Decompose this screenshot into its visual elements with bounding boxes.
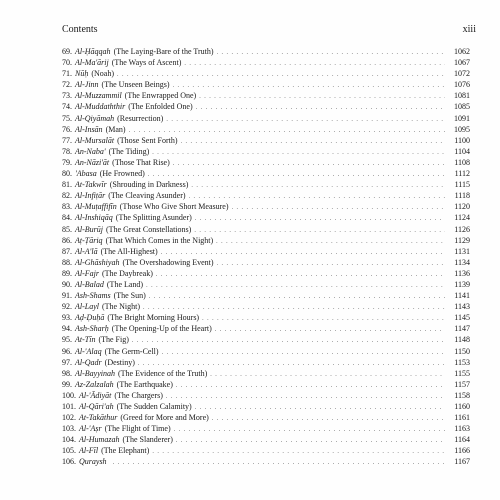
dot-leader	[176, 381, 445, 392]
surah-transliterated-name: An-Nāzi'āt	[75, 157, 110, 167]
surah-english-name: (The Enfolded One)	[128, 102, 193, 112]
surah-english-name: (That Which Comes in the Night)	[105, 235, 214, 245]
toc-page-number: 1148	[454, 335, 470, 345]
surah-english-name: (Those Who Give Short Measure)	[119, 202, 229, 212]
surah-transliterated-name: Aṭ-Ṭāriq	[75, 235, 103, 245]
toc-page-number: 1131	[454, 246, 470, 256]
surah-transliterated-name: Al-Muṭaffifīn	[75, 202, 117, 212]
toc-entry	[62, 390, 470, 401]
surah-english-name: (The Daybreak)	[102, 268, 153, 278]
toc-entry	[62, 212, 470, 223]
toc-page-number: 1124	[454, 213, 470, 223]
dot-leader	[152, 447, 445, 458]
surah-number: 103.	[62, 424, 76, 434]
toc-entry-title	[62, 390, 163, 401]
surah-transliterated-name: Al-Insān	[75, 124, 103, 134]
toc-entry-title	[62, 146, 149, 157]
surah-english-name: (The Ways of Ascent)	[111, 58, 182, 68]
dot-leader	[199, 92, 445, 103]
dot-leader	[210, 370, 445, 381]
toc-entry	[62, 379, 470, 390]
toc-entry-title	[62, 168, 145, 179]
dot-leader	[202, 314, 445, 325]
surah-transliterated-name: Al-Infiṭār	[75, 191, 106, 201]
toc-entry	[62, 312, 470, 323]
surah-transliterated-name: Al-Fīl	[79, 446, 99, 456]
dot-leader	[194, 226, 445, 237]
surah-english-name: (The Splitting Asunder)	[115, 213, 192, 223]
toc-entry	[62, 412, 470, 423]
surah-transliterated-name: Al-Fajr	[75, 268, 99, 278]
surah-transliterated-name: Aḍ-Ḍuḥā	[75, 313, 105, 323]
toc-entry-title	[62, 101, 193, 112]
toc-page-number: 1141	[454, 291, 470, 301]
surah-english-name: (Shrouding in Darkness)	[109, 180, 189, 190]
toc-page-number: 1085	[454, 102, 470, 112]
toc-entry	[62, 57, 470, 68]
toc-page-number: 1115	[454, 180, 470, 190]
toc-entry	[62, 368, 470, 379]
toc-entry-title	[62, 79, 170, 90]
surah-english-name: (Destiny)	[104, 357, 135, 367]
toc-entry	[62, 168, 470, 179]
toc-page-number: 1143	[454, 302, 470, 312]
toc-entry	[62, 268, 470, 279]
toc-entry-title	[62, 179, 188, 190]
dot-leader	[132, 336, 445, 347]
surah-english-name: (The Laying-Bare of the Truth)	[113, 47, 214, 56]
surah-number: 71.	[62, 69, 72, 79]
surah-english-name: (Those That Rise)	[112, 157, 170, 167]
dot-leader	[174, 425, 445, 436]
toc-entry	[62, 146, 470, 157]
toc-page-number: 1067	[454, 58, 470, 68]
toc-page-number: 1150	[454, 346, 470, 356]
toc-entry	[62, 456, 470, 467]
surah-transliterated-name: Al-Jinn	[75, 80, 99, 90]
toc-entry	[62, 323, 470, 334]
toc-entry-title	[62, 157, 170, 168]
surah-transliterated-name: Az-Zalzalah	[75, 379, 114, 389]
toc-page-number: 1129	[454, 235, 470, 245]
surah-transliterated-name: At-Takāthur	[79, 413, 118, 423]
surah-number: 92.	[62, 302, 72, 312]
toc-entry-title	[62, 113, 163, 124]
toc-entry-title	[62, 279, 143, 290]
folio-page-number: xiii	[462, 24, 476, 35]
surah-number: 94.	[62, 324, 72, 334]
toc-entry	[62, 246, 470, 257]
surah-english-name: (Noah)	[91, 69, 114, 79]
surah-transliterated-name: Al-'Alaq	[75, 346, 102, 356]
surah-english-name: (The Evidence of the Truth)	[117, 368, 208, 378]
surah-english-name: (The Unseen Beings)	[101, 80, 170, 90]
toc-entry	[62, 445, 470, 456]
surah-number: 97.	[62, 357, 72, 367]
dot-leader	[195, 403, 445, 414]
surah-number: 83.	[62, 202, 72, 212]
toc-entry-title	[62, 379, 173, 390]
toc-entry-title	[62, 323, 212, 334]
surah-number: 96.	[62, 346, 72, 356]
surah-english-name: (The Sun)	[113, 291, 146, 301]
dot-leader	[181, 137, 445, 148]
surah-english-name: (The Germ-Cell)	[104, 346, 159, 356]
toc-entry-title	[62, 212, 192, 223]
surah-number: 73.	[62, 91, 72, 101]
surah-transliterated-name: Al-'Aṣr	[79, 424, 102, 434]
toc-page-number: 1062	[454, 47, 470, 56]
surah-transliterated-name: Al-Mursalāt	[75, 135, 115, 145]
dot-leader	[217, 259, 445, 270]
surah-number: 81.	[62, 180, 72, 190]
toc-entry-title	[62, 124, 126, 135]
surah-english-name: (The All-Highest)	[100, 246, 158, 256]
toc-page-number: 1118	[454, 191, 470, 201]
toc-entry	[62, 401, 470, 412]
toc-entry	[62, 46, 470, 57]
surah-english-name: (The Night)	[102, 302, 140, 312]
toc-entry-title	[62, 135, 178, 146]
surah-transliterated-name: At-Tīn	[75, 335, 96, 345]
toc-page-number: 1126	[454, 224, 470, 234]
surah-number: 90.	[62, 279, 72, 289]
surah-number: 100.	[62, 390, 76, 400]
surah-transliterated-name: At-Takwīr	[75, 180, 107, 190]
dot-leader	[173, 159, 445, 170]
toc-entry	[62, 279, 470, 290]
surah-transliterated-name: Al-Bayyinah	[75, 368, 115, 378]
surah-number: 85.	[62, 224, 72, 234]
surah-transliterated-name: Al-Muddaththir	[75, 102, 126, 112]
dot-leader	[184, 59, 445, 70]
toc-entry-title	[62, 312, 199, 323]
surah-transliterated-name: Ash-Shams	[75, 291, 111, 301]
surah-transliterated-name: Al-Ma'ārij	[75, 58, 109, 68]
toc-page-number: 1091	[454, 113, 470, 123]
surah-number: 87.	[62, 246, 72, 256]
dot-leader	[216, 237, 445, 248]
toc-entry	[62, 423, 470, 434]
toc-page-number: 1072	[454, 69, 470, 79]
toc-page-number: 1153	[454, 357, 470, 367]
toc-entry-title	[62, 224, 191, 235]
toc-entry-title	[62, 90, 196, 101]
surah-english-name: (The Earthquake)	[116, 379, 173, 389]
surah-number: 72.	[62, 80, 72, 90]
toc-entry-title	[62, 46, 214, 57]
page-header	[62, 24, 476, 38]
toc-entry	[62, 68, 470, 79]
surah-transliterated-name: Al-Balad	[75, 279, 104, 289]
surah-number: 95.	[62, 335, 72, 345]
toc-page-number: 1120	[454, 202, 470, 212]
surah-number: 78.	[62, 146, 72, 156]
surah-transliterated-name: 'Abasa	[75, 169, 97, 179]
toc-page-number: 1157	[454, 379, 470, 389]
surah-english-name: (The Tiding)	[108, 146, 150, 156]
toc-entry-title	[62, 456, 110, 467]
surah-english-name: (Resurrection)	[117, 113, 164, 123]
toc-entry	[62, 113, 470, 124]
toc-page-number: 1081	[454, 91, 470, 101]
surah-number: 104.	[62, 435, 76, 445]
dot-leader	[113, 458, 445, 469]
dot-leader	[173, 81, 445, 92]
toc-entry-title	[62, 57, 181, 68]
dot-leader	[176, 436, 445, 447]
surah-number: 70.	[62, 58, 72, 68]
toc-page-number: 1163	[454, 424, 470, 434]
surah-transliterated-name: An-Naba'	[75, 146, 106, 156]
toc-entry-title	[62, 368, 207, 379]
toc-entry	[62, 290, 470, 301]
toc-entry-title	[62, 434, 173, 445]
surah-english-name: (Man)	[105, 124, 126, 134]
toc-page-number: 1108	[454, 157, 470, 167]
toc-page-number: 1076	[454, 80, 470, 90]
toc-entry	[62, 301, 470, 312]
dot-leader	[166, 115, 445, 126]
toc-entry-title	[62, 246, 158, 257]
toc-entry	[62, 101, 470, 112]
table-of-contents	[62, 46, 470, 468]
toc-entry	[62, 334, 470, 345]
surah-number: 91.	[62, 291, 72, 301]
surah-number: 74.	[62, 102, 72, 112]
surah-english-name: (Those Sent Forth)	[117, 135, 178, 145]
surah-english-name: (The Enwrapped One)	[124, 91, 197, 101]
toc-entry	[62, 224, 470, 235]
toc-page-number: 1167	[454, 457, 470, 467]
surah-transliterated-name: Al-Layl	[75, 302, 99, 312]
surah-english-name: (The Cleaving Asunder)	[108, 191, 186, 201]
surah-number: 88.	[62, 257, 72, 267]
surah-transliterated-name: Al-Ghāshiyah	[75, 257, 120, 267]
surah-transliterated-name: Nūḥ	[75, 69, 89, 79]
toc-page-number: 1095	[454, 124, 470, 134]
dot-leader	[152, 148, 445, 159]
toc-page-number: 1136	[454, 268, 470, 278]
toc-page-number: 1145	[454, 313, 470, 323]
surah-number: 106.	[62, 457, 76, 467]
surah-english-name: (The Chargers)	[114, 390, 163, 400]
dot-leader	[166, 392, 445, 403]
surah-english-name: (The Bright Morning Hours)	[107, 313, 200, 323]
surah-english-name: (The Slanderer)	[122, 435, 173, 445]
surah-number: 76.	[62, 124, 72, 134]
dot-leader	[162, 348, 445, 359]
surah-transliterated-name: Al-Humazah	[79, 435, 120, 445]
toc-entry-title	[62, 68, 114, 79]
dot-leader	[195, 214, 445, 225]
toc-entry-title	[62, 268, 153, 279]
toc-entry	[62, 201, 470, 212]
surah-transliterated-name: Al-Burūj	[75, 224, 103, 234]
running-head-title: Contents	[62, 24, 98, 35]
surah-transliterated-name: Al-Qadr	[75, 357, 102, 367]
toc-entry-title	[62, 423, 171, 434]
toc-entry	[62, 434, 470, 445]
toc-entry-title	[62, 257, 214, 268]
toc-entry-title	[62, 235, 213, 246]
surah-english-name: (The Elephant)	[101, 446, 150, 456]
dot-leader	[217, 48, 445, 59]
toc-entry	[62, 90, 470, 101]
surah-number: 77.	[62, 135, 72, 145]
toc-entry-title	[62, 401, 192, 412]
toc-page-number: 1161	[454, 413, 470, 423]
surah-english-name: (The Fig)	[98, 335, 129, 345]
surah-transliterated-name: Al-Ḥāqqah	[75, 47, 111, 56]
toc-page-number: 1147	[454, 324, 470, 334]
surah-transliterated-name: Al-Qiyāmah	[75, 113, 115, 123]
toc-page-number: 1134	[454, 257, 470, 267]
dot-leader	[146, 281, 445, 292]
dot-leader	[215, 325, 445, 336]
toc-entry	[62, 79, 470, 90]
surah-number: 80.	[62, 169, 72, 179]
surah-english-name: (The Land)	[106, 279, 144, 289]
surah-number: 93.	[62, 313, 72, 323]
dot-leader	[149, 292, 445, 303]
toc-page-number: 1164	[454, 435, 470, 445]
toc-page-number: 1100	[454, 135, 470, 145]
surah-number: 105.	[62, 446, 76, 456]
surah-english-name: (He Frowned)	[99, 169, 145, 179]
toc-page-number: 1160	[454, 402, 470, 411]
surah-english-name: (The Overshadowing Event)	[122, 257, 214, 267]
toc-entry	[62, 179, 470, 190]
toc-entry	[62, 257, 470, 268]
surah-transliterated-name: Al-'Ādiyāt	[79, 390, 112, 400]
toc-entry-title	[62, 334, 129, 345]
surah-transliterated-name: Al-Qāri'ah	[79, 402, 114, 411]
surah-number: 86.	[62, 235, 72, 245]
toc-entry	[62, 190, 470, 201]
surah-english-name: (The Great Constellations)	[106, 224, 192, 234]
surah-number: 102.	[62, 413, 76, 423]
toc-entry-title	[62, 201, 229, 212]
surah-number: 99.	[62, 379, 72, 389]
toc-page-number: 1112	[454, 169, 470, 179]
toc-entry-title	[62, 290, 146, 301]
surah-number: 79.	[62, 157, 72, 167]
dot-leader	[232, 203, 446, 214]
toc-page-number: 1104	[454, 146, 470, 156]
surah-transliterated-name: Ash-Sharḥ	[75, 324, 109, 334]
surah-number: 82.	[62, 191, 72, 201]
surah-transliterated-name: Al-Muzzammil	[75, 91, 122, 101]
dot-leader	[196, 103, 445, 114]
surah-number: 101.	[62, 402, 76, 411]
toc-entry-title	[62, 190, 186, 201]
toc-page-number: 1166	[454, 446, 470, 456]
toc-entry-title	[62, 346, 159, 357]
surah-number: 84.	[62, 213, 72, 223]
toc-entry-title	[62, 357, 135, 368]
toc-entry	[62, 357, 470, 368]
surah-transliterated-name: Al-A'lā	[75, 246, 98, 256]
surah-english-name: (The Sudden Calamity)	[116, 402, 192, 411]
toc-entry	[62, 135, 470, 146]
surah-english-name: (The Flight of Time)	[104, 424, 171, 434]
dot-leader	[191, 181, 445, 192]
toc-entry-title	[62, 301, 140, 312]
toc-page-number: 1155	[454, 368, 470, 378]
surah-english-name: (Greed for More and More)	[120, 413, 209, 423]
surah-number: 69.	[62, 47, 72, 56]
toc-entry-title	[62, 445, 149, 456]
toc-entry	[62, 124, 470, 135]
surah-transliterated-name: Al-Inshiqāq	[75, 213, 113, 223]
dot-leader	[212, 414, 445, 425]
surah-number: 89.	[62, 268, 72, 278]
dot-leader	[148, 170, 445, 181]
toc-page-number: 1158	[454, 390, 470, 400]
surah-transliterated-name: Quraysh	[79, 457, 107, 467]
toc-entry	[62, 235, 470, 246]
toc-entry-title	[62, 412, 209, 423]
toc-page-number: 1139	[454, 279, 470, 289]
toc-entry	[62, 157, 470, 168]
toc-entry	[62, 346, 470, 357]
dot-leader	[156, 270, 445, 281]
surah-number: 75.	[62, 113, 72, 123]
surah-english-name: (The Opening-Up of the Heart)	[111, 324, 212, 334]
surah-number: 98.	[62, 368, 72, 378]
